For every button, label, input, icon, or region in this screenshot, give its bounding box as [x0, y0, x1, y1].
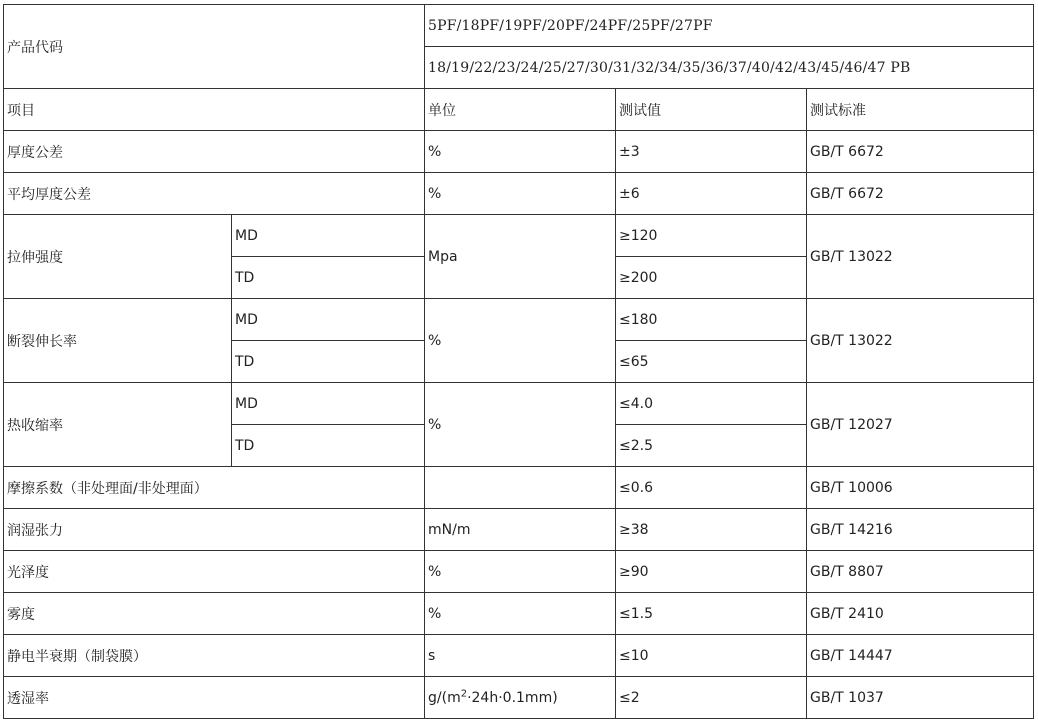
item-cell: 静电半衰期（制袋膜）	[4, 635, 425, 677]
table-row	[4, 635, 1034, 677]
table-row	[4, 5, 1034, 47]
column-header-value: 测试值	[616, 89, 807, 131]
standard-cell: GB/T 6672	[807, 131, 1034, 173]
unit-cell: s	[425, 635, 616, 677]
standard-cell: GB/T 10006	[807, 467, 1034, 509]
direction-cell: MD	[232, 299, 425, 341]
standard-cell: GB/T 2410	[807, 593, 1034, 635]
value-cell: ≥38	[616, 509, 807, 551]
item-cell: 热收缩率	[4, 383, 232, 467]
direction-cell: MD	[232, 215, 425, 257]
value-cell: ≤2.5	[616, 425, 807, 467]
value-cell: ≤180	[616, 299, 807, 341]
value-cell: ≤2	[616, 677, 807, 719]
value-cell: ≤65	[616, 341, 807, 383]
unit-cell: %	[425, 299, 616, 383]
table-header-row	[4, 89, 1034, 131]
item-cell: 光泽度	[4, 551, 425, 593]
value-cell: ≥120	[616, 215, 807, 257]
unit-cell: Mpa	[425, 215, 616, 299]
item-cell: 摩擦系数（非处理面/非处理面）	[4, 467, 425, 509]
standard-cell: GB/T 12027	[807, 383, 1034, 467]
unit-cell: %	[425, 383, 616, 467]
standard-cell: GB/T 8807	[807, 551, 1034, 593]
item-cell: 平均厚度公差	[4, 173, 425, 215]
item-cell: 厚度公差	[4, 131, 425, 173]
table-row	[4, 467, 1034, 509]
unit-cell: %	[425, 551, 616, 593]
item-cell: 润湿张力	[4, 509, 425, 551]
unit-cell: %	[425, 593, 616, 635]
standard-cell: GB/T 14447	[807, 635, 1034, 677]
standard-cell: GB/T 1037	[807, 677, 1034, 719]
unit-cell: mN/m	[425, 509, 616, 551]
table-row	[4, 299, 1034, 341]
unit-suffix: ·24h·0.1mm)	[467, 689, 558, 706]
item-cell: 透湿率	[4, 677, 425, 719]
item-cell: 断裂伸长率	[4, 299, 232, 383]
table-row	[4, 383, 1034, 425]
unit-prefix: g/(m	[428, 689, 461, 706]
column-header-item: 项目	[4, 89, 425, 131]
value-cell: ≤10	[616, 635, 807, 677]
standard-cell: GB/T 6672	[807, 173, 1034, 215]
spec-table	[3, 4, 1034, 719]
standard-cell: GB/T 13022	[807, 215, 1034, 299]
standard-cell: GB/T 14216	[807, 509, 1034, 551]
item-cell: 拉伸强度	[4, 215, 232, 299]
value-cell: ≤1.5	[616, 593, 807, 635]
unit-cell	[425, 677, 616, 719]
table-row	[4, 131, 1034, 173]
column-header-standard: 测试标准	[807, 89, 1034, 131]
value-cell: ≥200	[616, 257, 807, 299]
direction-cell: MD	[232, 383, 425, 425]
product-codes-line1: 5PF/18PF/19PF/20PF/24PF/25PF/27PF	[425, 5, 1034, 47]
product-codes-line2: 18/19/22/23/24/25/27/30/31/32/34/35/36/37/40/42/43/45/46/47 PB	[425, 47, 1034, 89]
value-cell: ≤0.6	[616, 467, 807, 509]
value-cell: ≤4.0	[616, 383, 807, 425]
item-cell: 雾度	[4, 593, 425, 635]
column-header-unit: 单位	[425, 89, 616, 131]
value-cell: ±6	[616, 173, 807, 215]
unit-cell: %	[425, 131, 616, 173]
table-row	[4, 593, 1034, 635]
product-code-label: 产品代码	[4, 5, 425, 89]
value-cell: ≥90	[616, 551, 807, 593]
table-row	[4, 677, 1034, 719]
table-row	[4, 173, 1034, 215]
direction-cell: TD	[232, 341, 425, 383]
standard-cell: GB/T 13022	[807, 299, 1034, 383]
value-cell: ±3	[616, 131, 807, 173]
table-row	[4, 215, 1034, 257]
table-row	[4, 551, 1034, 593]
table-row	[4, 509, 1034, 551]
unit-cell	[425, 467, 616, 509]
direction-cell: TD	[232, 425, 425, 467]
unit-superscript: 2	[460, 687, 468, 699]
unit-cell: %	[425, 173, 616, 215]
direction-cell: TD	[232, 257, 425, 299]
